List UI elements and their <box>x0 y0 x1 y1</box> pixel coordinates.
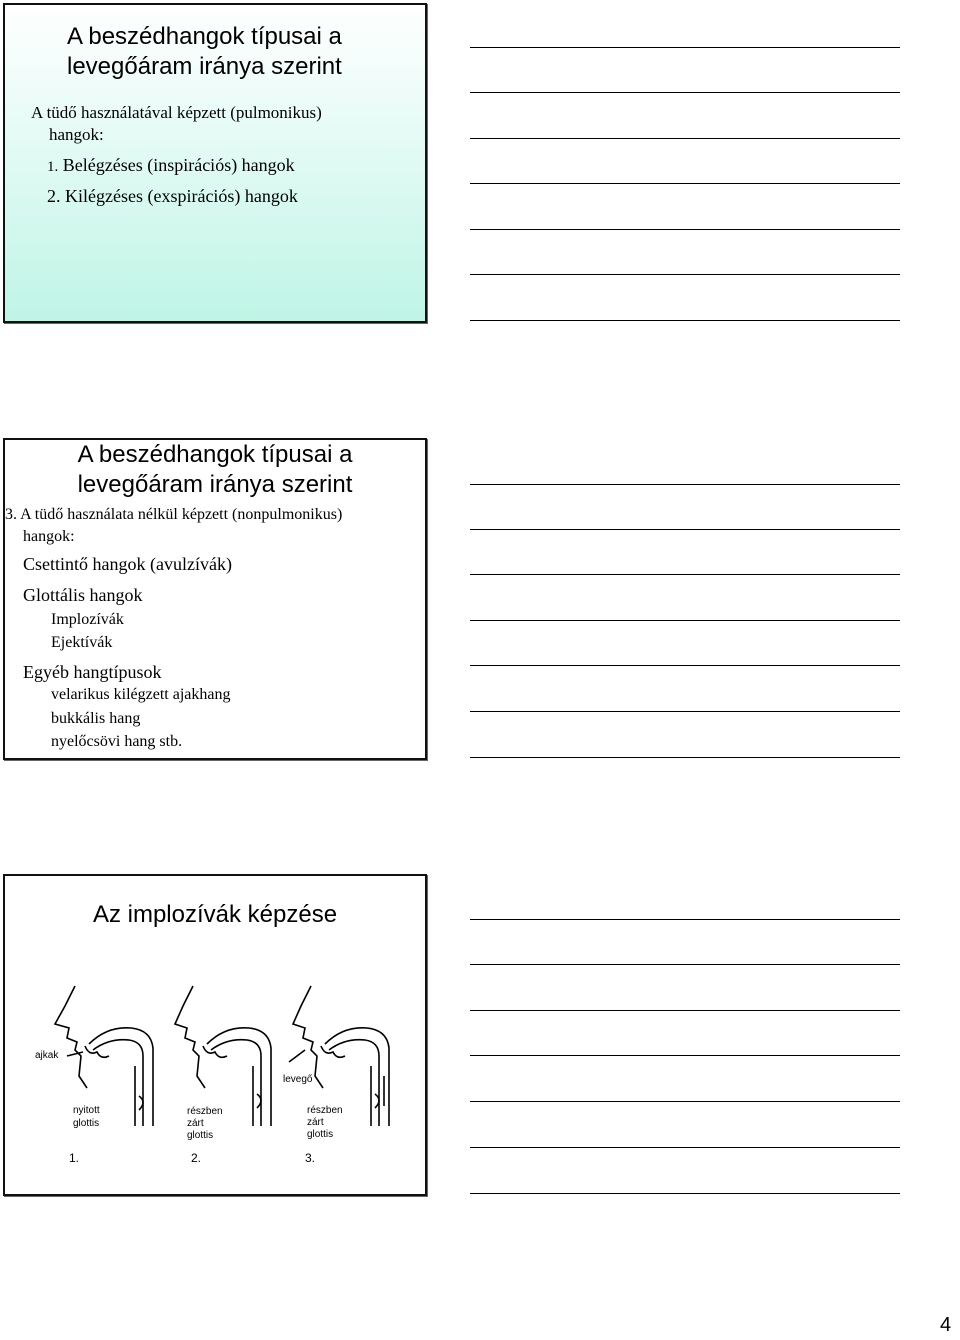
ejectives-item: Ejektívák <box>51 634 113 651</box>
implosives-item: Implozívák <box>51 611 124 628</box>
lips-label: ajkak <box>35 1050 59 1061</box>
note-line <box>470 1055 900 1056</box>
note-line <box>470 183 900 184</box>
vocal-tract-figure-2 <box>175 986 271 1126</box>
slide-title <box>67 22 342 82</box>
intro-text <box>31 102 391 146</box>
list-item <box>47 186 298 207</box>
slide-title: Az implozívák képzése <box>92 901 338 928</box>
list-text: Belégzéses (inspirációs) hangok <box>62 155 295 175</box>
air-label: levegő <box>283 1074 313 1085</box>
intro-line-1: A tüdő használatával képzett (pulmonikus) <box>31 103 322 122</box>
title-line-2: levegőáram iránya szerint <box>67 53 342 80</box>
note-line <box>470 1147 900 1148</box>
panel-number-3: 3. <box>305 1151 316 1165</box>
other-item-buccal: bukkális hang <box>51 710 141 727</box>
note-line <box>470 620 900 621</box>
title-line-1: A beszédhangok típusai a <box>77 441 353 468</box>
note-line <box>470 574 900 575</box>
glottis-label-2b: zárt <box>187 1118 204 1129</box>
glottis-label-1a: nyitott <box>73 1105 100 1116</box>
glottal-heading: Glottális hangok <box>23 585 143 605</box>
glottis-label-2c: glottis <box>187 1130 214 1141</box>
title-line-1: A beszédhangok típusai a <box>67 23 342 50</box>
panel-number-2: 2. <box>191 1151 202 1165</box>
other-item-esophageal: nyelőcsövi hang stb. <box>51 733 183 750</box>
list-text: Kilégzéses (exspirációs) hangok <box>65 186 298 206</box>
slide-1 <box>3 3 427 323</box>
note-line <box>470 138 900 139</box>
note-line <box>470 1101 900 1102</box>
slide-3 <box>3 874 427 1196</box>
intro-line-1: 3. A tüdő használata nélkül képzett (nonpulmonikus) <box>5 506 343 523</box>
note-line <box>470 665 900 666</box>
title-line-2: levegőáram iránya szerint <box>77 471 353 498</box>
implosive-diagram <box>27 976 412 1176</box>
note-line <box>470 1193 900 1194</box>
slide-title <box>5 440 425 500</box>
note-line <box>470 964 900 965</box>
panel-number-1: 1. <box>69 1151 80 1165</box>
note-line <box>470 711 900 712</box>
clicks-heading: Csettintő hangok (avulzívák) <box>23 554 232 574</box>
other-heading: Egyéb hangtípusok <box>23 662 162 682</box>
note-line <box>470 757 900 758</box>
glottis-label-3a: részben <box>307 1105 343 1116</box>
note-line <box>470 92 900 93</box>
note-line <box>470 274 900 275</box>
intro-line-2: hangok: <box>49 125 104 144</box>
note-line <box>470 529 900 530</box>
list-number: 2. <box>47 186 61 206</box>
page-number: 4 <box>940 1314 952 1336</box>
note-line <box>470 47 900 48</box>
list-number: 1. <box>47 159 59 175</box>
glottis-label-1b: glottis <box>73 1118 100 1129</box>
slide-2 <box>3 438 427 760</box>
glottis-label-3c: glottis <box>307 1129 334 1140</box>
glottis-label-3b: zárt <box>307 1117 324 1128</box>
note-line <box>470 320 900 321</box>
list-item <box>47 155 295 176</box>
note-line <box>470 1010 900 1011</box>
air-arrow <box>289 1050 305 1062</box>
other-item-velaric: velarikus kilégzett ajakhang <box>51 686 231 703</box>
note-line <box>470 229 900 230</box>
note-line <box>470 919 900 920</box>
intro-text <box>5 504 421 548</box>
glottis-label-2a: részben <box>187 1106 223 1117</box>
intro-line-2: hangok: <box>23 528 75 545</box>
note-line <box>470 484 900 485</box>
